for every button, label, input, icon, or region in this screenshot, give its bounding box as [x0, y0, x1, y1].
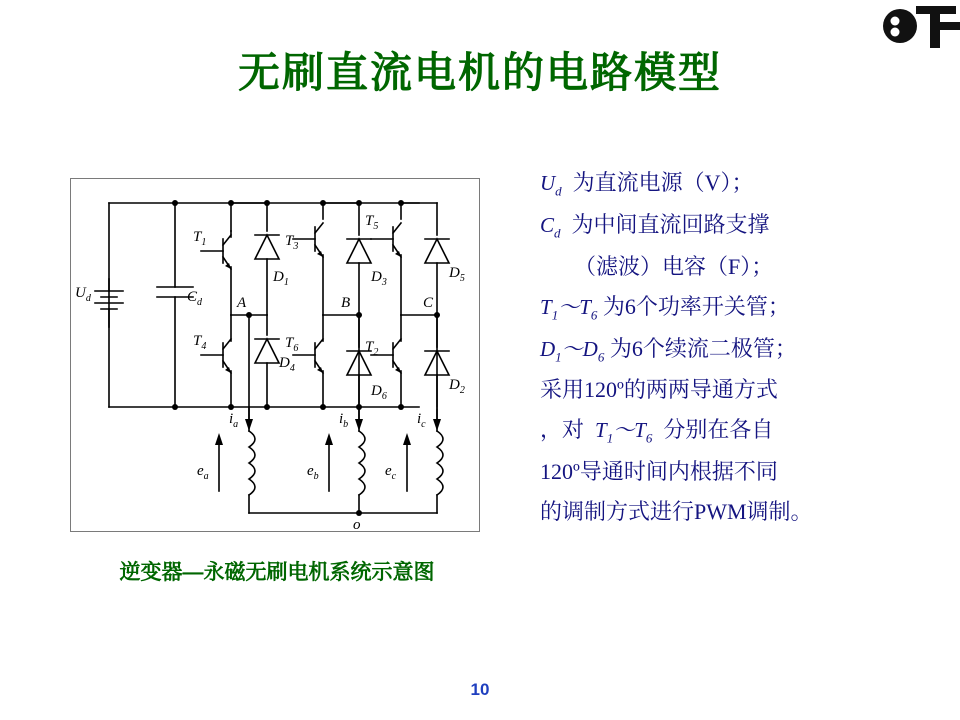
symbol-cd-sub: d	[554, 225, 561, 241]
note-text-9: 的调制方式进行PWM调制。	[540, 498, 813, 524]
symbol-ud: U	[540, 171, 556, 195]
label-d6: $D_6$	[371, 383, 387, 402]
page-number: 10	[470, 680, 490, 699]
note-text-8: 120º导通时间内根据不同	[540, 459, 778, 485]
label-ea: $e_a$	[197, 463, 209, 482]
symbol-cd: C	[540, 212, 555, 237]
label-eb: $e_b$	[307, 463, 319, 482]
label-t1: $T_1$	[193, 229, 207, 248]
label-ec: $e_c$	[385, 463, 397, 482]
label-d5: $D_5$	[449, 265, 465, 284]
note-line-5	[540, 334, 940, 366]
circuit-figure	[70, 178, 480, 532]
note-line-4	[540, 292, 940, 324]
symbol-t6-b-sub: 6	[645, 430, 653, 446]
label-t2: $T_2$	[365, 339, 379, 358]
note-text-1: 为直流电源（V）；	[572, 170, 754, 195]
note-line-2	[540, 210, 940, 242]
symbol-t1: T	[540, 294, 552, 319]
note-text-5: 为6个续流二极管；	[609, 335, 797, 361]
note-line-9	[540, 497, 940, 527]
label-ic: $i_c$	[417, 411, 426, 430]
label-ib: $i_b$	[339, 411, 349, 430]
notes-column	[540, 168, 940, 536]
label-d2: $D_2$	[449, 377, 465, 396]
note-text-4: 为6个功率开关管；	[602, 293, 790, 319]
figure-caption: 逆变器—永磁无刷电机系统示意图	[119, 561, 435, 584]
label-d3: $D_3$	[371, 269, 387, 288]
symbol-t6-sub: 6	[590, 306, 598, 322]
label-cap: $C_d$	[187, 289, 203, 308]
label-d1: $D_1$	[273, 269, 289, 288]
note-text-3: （滤波）电容（F）；	[574, 253, 774, 279]
symbol-d6: D	[582, 336, 598, 361]
label-node-a: A	[237, 295, 247, 311]
label-t3: $T_3$	[285, 233, 299, 252]
note-line-6	[540, 375, 940, 405]
symbol-d1-sub: 1	[555, 348, 562, 364]
symbol-t1-sub: 1	[551, 306, 559, 322]
label-neutral: o	[353, 517, 361, 529]
symbol-t6-b: T	[634, 418, 646, 443]
label-d4: $D_4$	[279, 355, 295, 374]
symbol-range-3: ～	[613, 418, 635, 443]
note-line-8	[540, 457, 940, 487]
symbol-t6: T	[579, 294, 591, 319]
note-text-2: 为中间直流回路支撑	[571, 211, 770, 237]
symbol-d6-sub: 6	[597, 348, 605, 364]
label-t5: $T_5$	[365, 213, 379, 232]
note-line-7	[540, 415, 940, 447]
label-t4: $T_4$	[193, 333, 207, 352]
symbol-range-1: ～	[558, 294, 580, 319]
label-node-b: B	[341, 295, 351, 311]
symbol-t1-b: T	[595, 418, 607, 443]
label-node-c: C	[423, 295, 434, 311]
symbol-t1-b-sub: 1	[606, 430, 614, 446]
symbol-ud-sub: d	[555, 183, 562, 199]
symbol-d1: D	[540, 336, 556, 361]
note-text-7: 分别在各自	[663, 417, 774, 443]
label-source: $U_d$	[75, 285, 91, 304]
note-text-7-pre: ，对	[540, 417, 585, 443]
note-line-1	[540, 168, 940, 200]
symbol-range-2: ～	[561, 336, 583, 361]
label-ia: $i_a$	[229, 411, 239, 430]
page-title: 无刷直流电机的电路模型	[237, 49, 722, 96]
note-line-3	[540, 252, 940, 282]
note-text-6: 采用120º的两两导通方式	[540, 377, 778, 403]
label-t6: $T_6$	[285, 335, 299, 354]
